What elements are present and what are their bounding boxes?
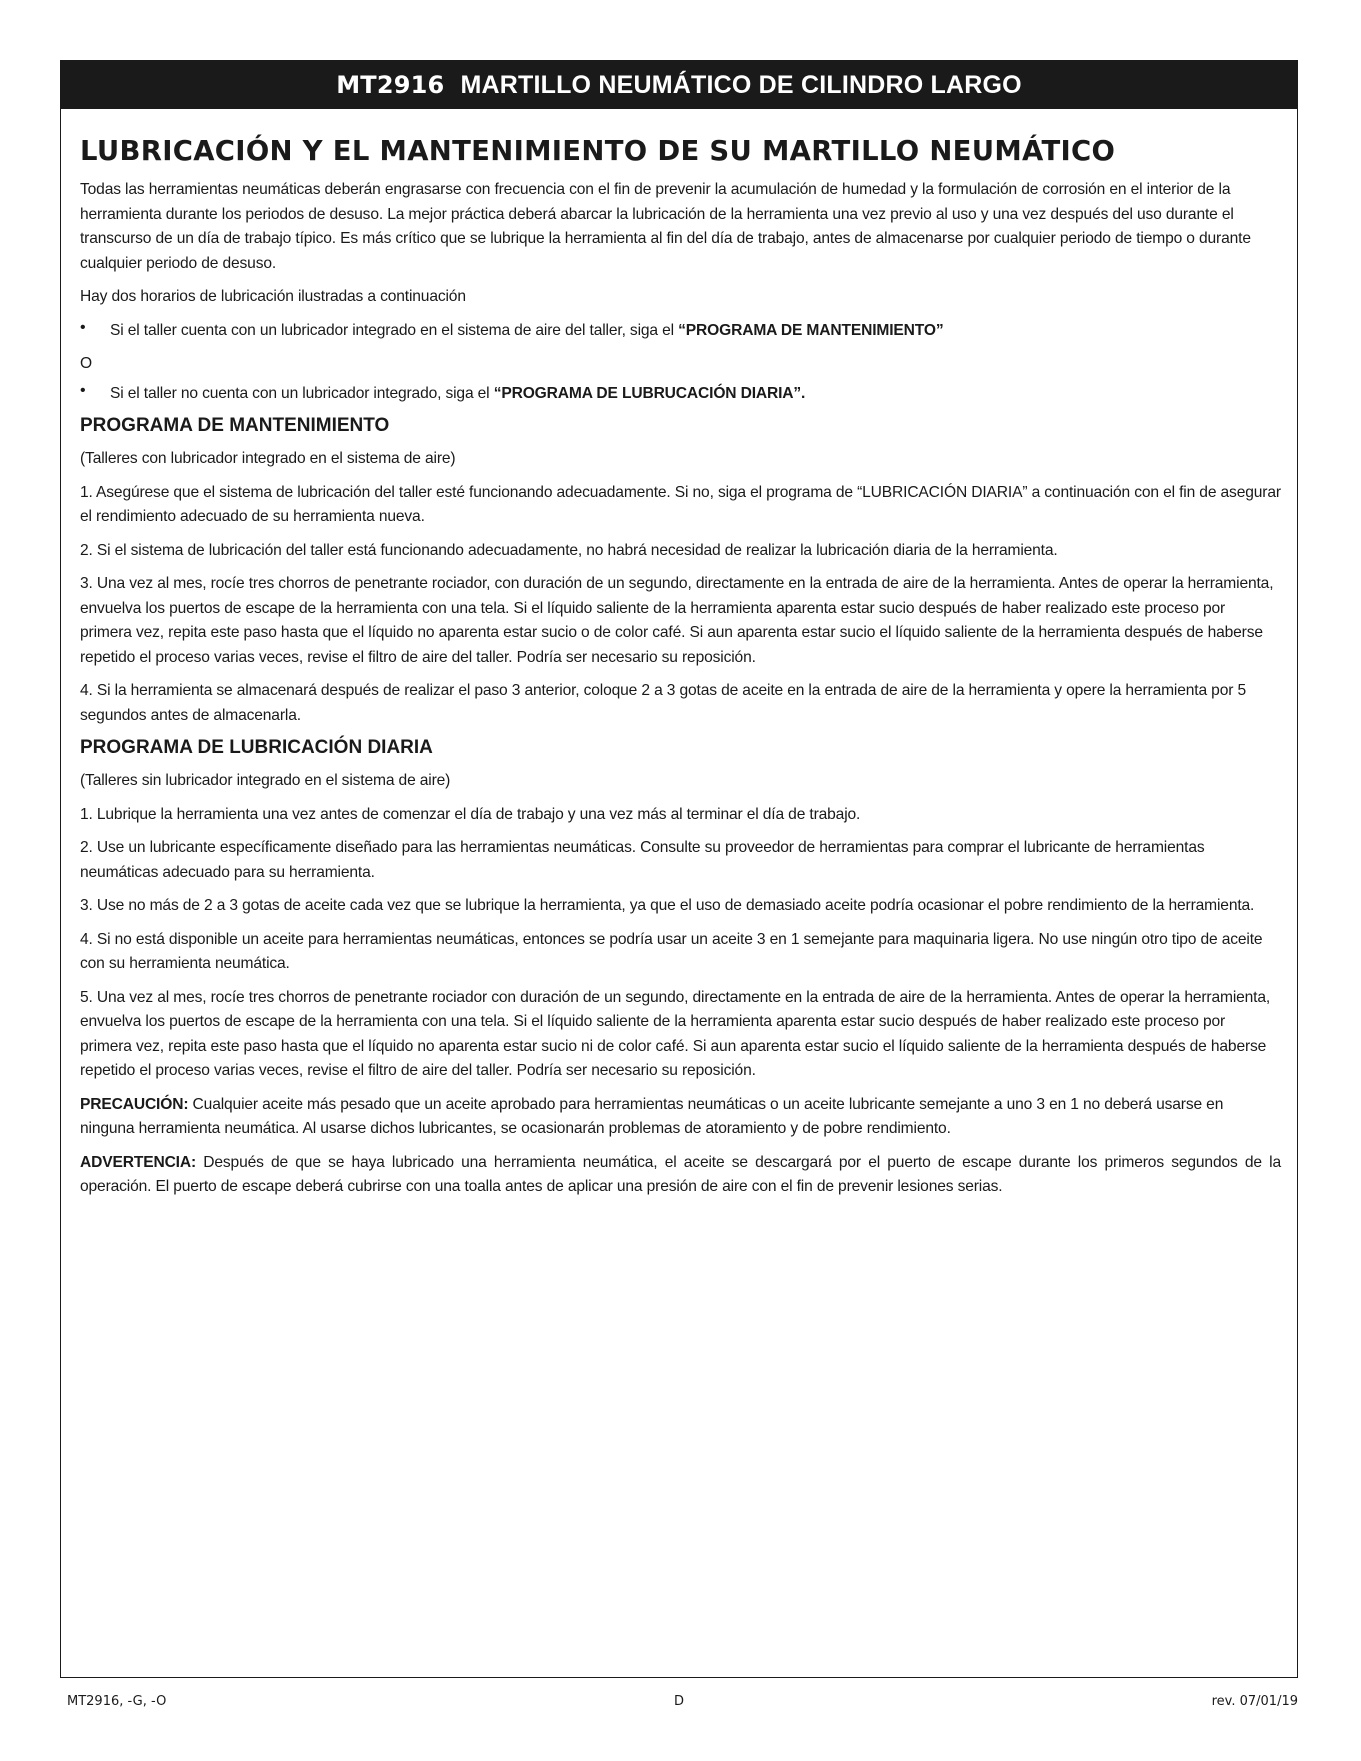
footer-model-codes: MT2916, -G, -O [67, 1694, 167, 1709]
daily-step-5: 5. Una vez al mes, rocíe tres chorros de penetrante rociador con duración de un segundo, directamente en la entrada de aire de la herramienta. Antes de operar la herramienta, envuelva los puertos de escape de la herramienta con una tela. Si el líquido saliente de la herramienta aparenta estar sucio después de haber realizado este proceso por primera vez, repita este paso hasta que el líquido no aparenta estar sucio ni de color café. Si aun aparenta estar sucio el líquido saliente de la herramienta después de haberse repetido el proceso varias veces, revise el filtro de aire del taller. Podría ser necesario su reposición. [80, 988, 1271, 1079]
maintenance-subtitle: (Talleres con lubricador integrado en el sistema de aire) [80, 450, 456, 467]
warning-paragraph [80, 1151, 1281, 1200]
main-title: LUBRICACIÓN Y EL MANTENIMIENTO DE SU MARTILLO NEUMÁTICO [80, 135, 1116, 167]
bullet-text: Si el taller no cuenta con un lubricador integrado, siga el [110, 384, 494, 402]
page-frame [60, 60, 1298, 1678]
maintenance-heading: PROGRAMA DE MANTENIMIENTO [80, 415, 390, 436]
footer-page-letter: D [673, 1694, 684, 1709]
maintenance-step-2: 2. Si el sistema de lubricación del taller está funcionando adecuadamente, no habrá necesidad de realizar la lubricación diaria de la herramienta. [80, 541, 1058, 559]
footer-revision: rev. 07/01/19 [1211, 1694, 1298, 1709]
bullet-item-daily [80, 382, 1281, 407]
daily-step-3: 3. Use no más de 2 a 3 gotas de aceite cada vez que se lubrique la herramienta, ya que el uso de demasiado aceite podría ocasionar el pobre rendimiento de la herramienta. [80, 897, 1255, 914]
maintenance-step-4: 4. Si la herramienta se almacenará después de realizar el paso 3 anterior, coloque 2 a 3 gotas de aceite en la entrada de aire de la herramienta y opere la herramienta por 5 segundos antes de almacenarla. [80, 682, 1246, 724]
maintenance-step-1: 1. Asegúrese que el sistema de lubricación del taller esté funcionando adecuadamente. Si no, siga el programa de “LUBRICACIÓN DIARIA” a continuación con el fin de asegurar el rendimiento adecuado de su herramienta nueva. [80, 483, 1281, 525]
bullet-bold: “PROGRAMA DE MANTENIMIENTO” [678, 321, 944, 339]
page-footer [60, 1694, 1298, 1714]
bullet-icon: • [80, 318, 86, 336]
daily-heading: PROGRAMA DE LUBRICACIÓN DIARIA [80, 737, 433, 758]
bullet-item-maintenance [80, 319, 1281, 344]
caution-paragraph [80, 1093, 1281, 1142]
or-text: O [80, 355, 92, 372]
maintenance-step-3: 3. Una vez al mes, rocíe tres chorros de penetrante rociador, con duración de un segundo, directamente en la entrada de aire de la herramienta. Antes de operar la herramienta, envuelva los puertos de escape de la herramienta con una tela. Si el líquido saliente de la herramienta aparenta estar sucio después de haber realizado este proceso por primera vez, repita este paso hasta que el líquido no aparenta estar sucio o de color café. Si aun aparenta estar sucio el líquido saliente de la herramienta después de haberse repetido el proceso varias veces, revise el filtro de aire del taller. Podría ser necesario su reposición. [80, 575, 1274, 666]
daily-step-2: 2. Use un lubricante específicamente diseñado para las herramientas neumáticas. Consulte su proveedor de herramientas para comprar el lubricante de herramientas neumáticas adecuado para su herramienta. [80, 839, 1205, 881]
bullet-text: Si el taller cuenta con un lubricador integrado en el sistema de aire del taller, siga el [110, 321, 679, 339]
document-body [80, 135, 1281, 1209]
header-banner [61, 61, 1297, 109]
caution-text: Cualquier aceite más pesado que un aceite aprobado para herramientas neumáticas o un aceite lubricante semejante a uno 3 en 1 no deberá usarse en ninguna herramienta neumática. Al usarse dichos lubricantes, se ocasionarán problemas de atoramiento y de pobre rendimiento. [80, 1095, 1224, 1137]
warning-text: Después de que se haya lubricado una herramienta neumática, el aceite se descargará por el puerto de escape durante los primeros segundos de la operación. El puerto de escape deberá cubrirse con una toalla antes de aplicar una presión de aire con el fin de prevenir lesiones serias. [80, 1153, 1281, 1195]
intro-paragraph: Todas las herramientas neumáticas deberán engrasarse con frecuencia con el fin de prevenir la acumulación de humedad y la formulación de corrosión en el interior de la herramienta durante los periodos de desuso. La mejor práctica deberá abarcar la lubricación de la herramienta una vez previo al uso y una vez después del uso durante el transcurso de un día de trabajo típico. Es más crítico que se lubrique la herramienta al fin del día de trabajo, antes de almacenarse por cualquier periodo de tiempo o durante cualquier periodo de desuso. [80, 181, 1251, 272]
warning-label: ADVERTENCIA: [80, 1153, 197, 1171]
model-number: MT2916 [336, 71, 445, 99]
caution-label: PRECAUCIÓN: [80, 1095, 189, 1113]
daily-step-4: 4. Si no está disponible un aceite para herramientas neumáticas, entonces se podría usar un aceite 3 en 1 semejante para maquinaria ligera. No use ningún otro tipo de aceite con su herramienta neumática. [80, 930, 1263, 972]
daily-subtitle: (Talleres sin lubricador integrado en el sistema de aire) [80, 772, 451, 789]
header-title: MARTILLO NEUMÁTICO DE CILINDRO LARGO [460, 70, 1022, 99]
daily-step-1: 1. Lubrique la herramienta una vez antes de comenzar el día de trabajo y una vez más al terminar el día de trabajo. [80, 805, 861, 823]
schedules-line: Hay dos horarios de lubricación ilustradas a continuación [80, 288, 466, 305]
bullet-bold: “PROGRAMA DE LUBRUCACIÓN DIARIA”. [493, 384, 806, 402]
bullet-icon: • [80, 381, 86, 399]
